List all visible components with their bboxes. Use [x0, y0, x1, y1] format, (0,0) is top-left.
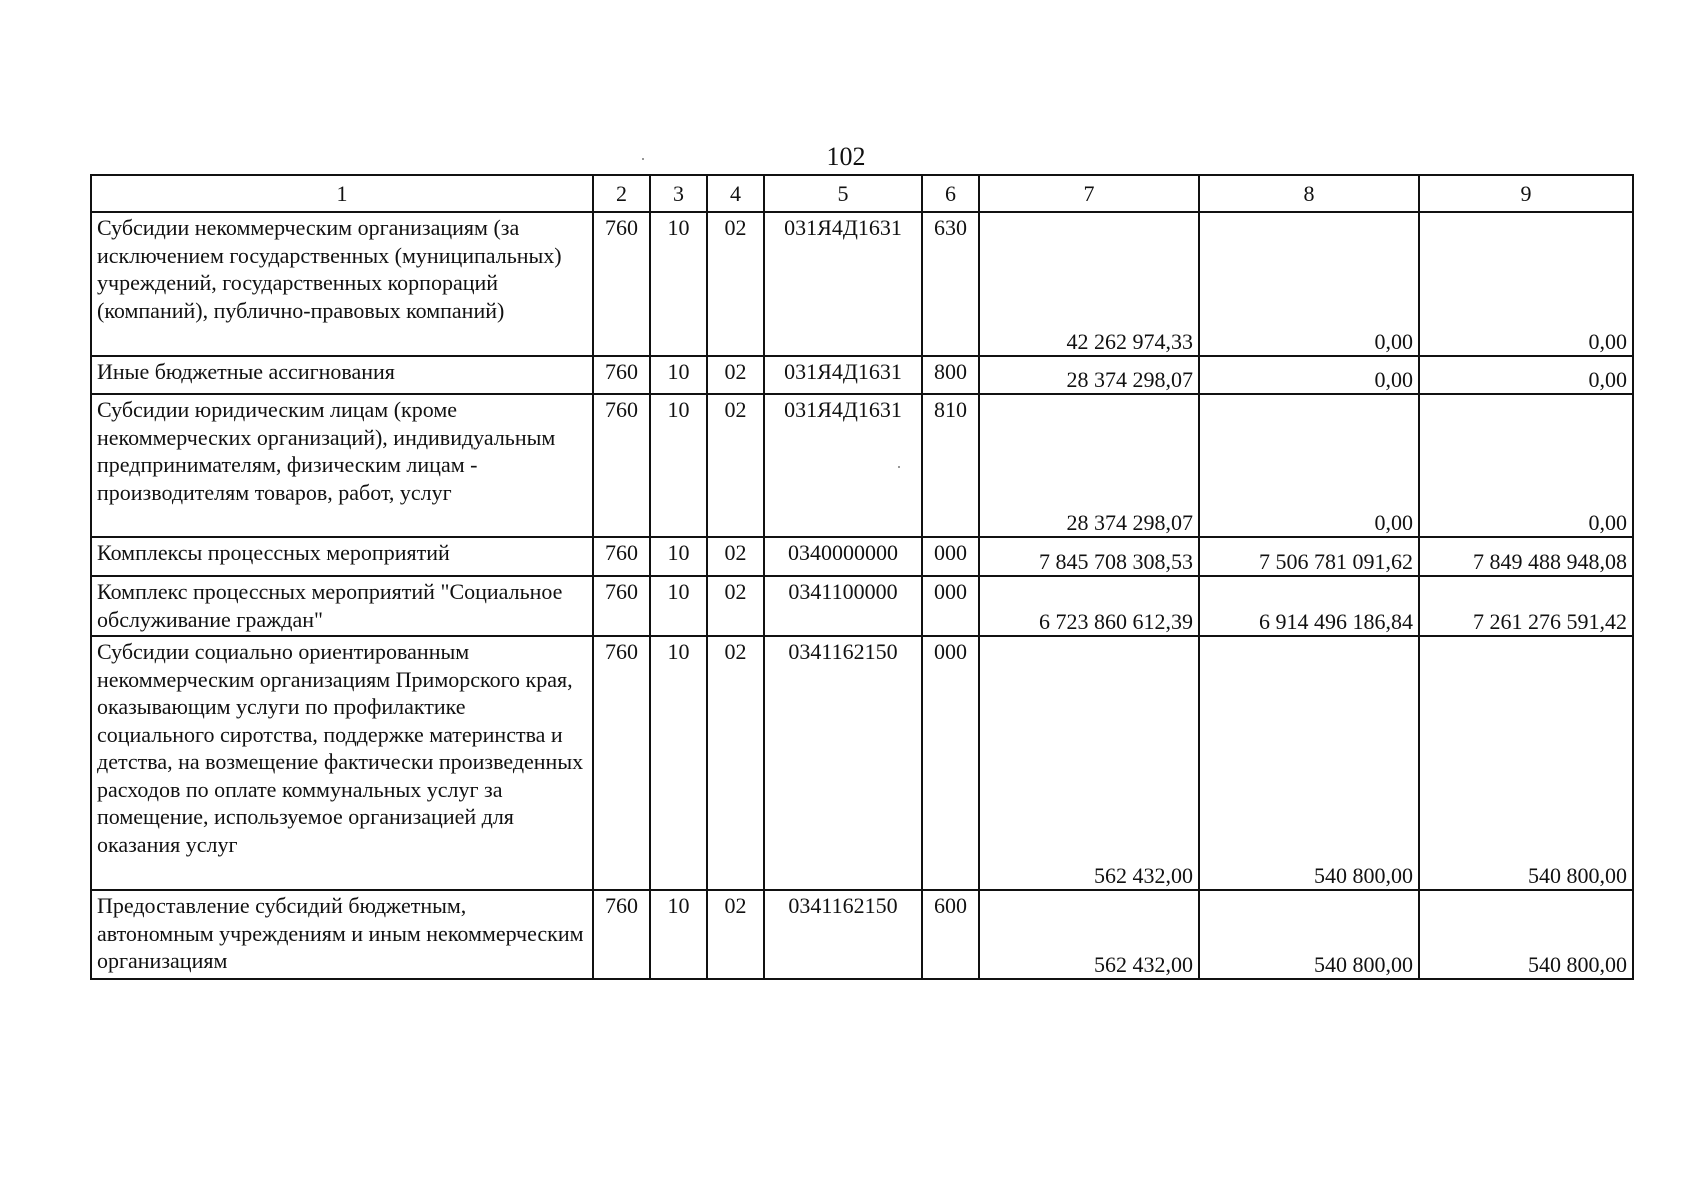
- column-header: 3: [650, 175, 707, 212]
- code-cell: 810: [922, 394, 979, 537]
- code-cell: 10: [650, 212, 707, 356]
- table-row: [91, 212, 1633, 356]
- amount-cell: 7 261 276 591,42: [1419, 576, 1633, 636]
- column-header: 6: [922, 175, 979, 212]
- row-name: Субсидии юридическим лицам (кроме некоммерческих организаций), индивидуальным предпринимателям, физическим лицам - производителям товаров, работ, услуг: [91, 394, 593, 537]
- code-cell: 760: [593, 636, 650, 890]
- amount-cell: 540 800,00: [1419, 890, 1633, 979]
- code-cell: 0341100000: [764, 576, 922, 636]
- code-cell: 760: [593, 394, 650, 537]
- code-cell: 800: [922, 356, 979, 394]
- amount-cell: 28 374 298,07: [979, 394, 1199, 537]
- amount-cell: 0,00: [1199, 356, 1419, 394]
- code-cell: 02: [707, 636, 764, 890]
- page-number: 102: [826, 142, 866, 171]
- amount-cell: 42 262 974,33: [979, 212, 1199, 356]
- row-name: Комплекс процессных мероприятий "Социальное обслуживание граждан": [91, 576, 593, 636]
- table-row: [91, 356, 1633, 394]
- code-cell: 02: [707, 576, 764, 636]
- table-row: [91, 576, 1633, 636]
- table-header-row: [91, 175, 1633, 212]
- code-cell: 02: [707, 394, 764, 537]
- code-cell: 02: [707, 212, 764, 356]
- amount-cell: 7 845 708 308,53: [979, 537, 1199, 576]
- table-row: [91, 636, 1633, 890]
- code-cell: 000: [922, 636, 979, 890]
- code-cell: 10: [650, 394, 707, 537]
- amount-cell: 0,00: [1199, 212, 1419, 356]
- code-cell: 000: [922, 576, 979, 636]
- code-cell: 760: [593, 356, 650, 394]
- amount-cell: 540 800,00: [1419, 636, 1633, 890]
- amount-cell: 7 506 781 091,62: [1199, 537, 1419, 576]
- scan-speck: [642, 158, 644, 160]
- code-cell: 760: [593, 537, 650, 576]
- code-cell: 0340000000: [764, 537, 922, 576]
- table-row: [91, 394, 1633, 537]
- code-cell: 02: [707, 537, 764, 576]
- row-name: Предоставление субсидий бюджетным, автономным учреждениям и иным некоммерческим организациям: [91, 890, 593, 979]
- amount-cell: 0,00: [1419, 394, 1633, 537]
- table-row: [91, 890, 1633, 979]
- amount-cell: 28 374 298,07: [979, 356, 1199, 394]
- row-name: Комплексы процессных мероприятий: [91, 537, 593, 576]
- code-cell: 031Я4Д1631: [764, 212, 922, 356]
- column-header: 4: [707, 175, 764, 212]
- code-cell: 760: [593, 212, 650, 356]
- row-name: Субсидии социально ориентированным некоммерческим организациям Приморского края, оказывающим услуги по профилактике социального сиротства, поддержке материнства и детства, на возмещение фактически произведенных расходов по оплате коммунальных услуг за помещение, используемое организацией для оказания услуг: [91, 636, 593, 890]
- code-cell: 10: [650, 537, 707, 576]
- code-cell: 02: [707, 890, 764, 979]
- column-header: 9: [1419, 175, 1633, 212]
- code-cell: 000: [922, 537, 979, 576]
- code-cell: 031Я4Д1631: [764, 356, 922, 394]
- code-cell: 0341162150: [764, 890, 922, 979]
- amount-cell: 0,00: [1419, 212, 1633, 356]
- code-cell: 10: [650, 636, 707, 890]
- row-name: Субсидии некоммерческим организациям (за исключением государственных (муниципальных) учреждений, государственных корпораций (компаний), публично-правовых компаний): [91, 212, 593, 356]
- amount-cell: 0,00: [1199, 394, 1419, 537]
- amount-cell: 562 432,00: [979, 636, 1199, 890]
- code-cell: 760: [593, 890, 650, 979]
- amount-cell: 7 849 488 948,08: [1419, 537, 1633, 576]
- amount-cell: 6 723 860 612,39: [979, 576, 1199, 636]
- amount-cell: 6 914 496 186,84: [1199, 576, 1419, 636]
- amount-cell: 0,00: [1419, 356, 1633, 394]
- amount-cell: 540 800,00: [1199, 636, 1419, 890]
- code-cell: 0341162150: [764, 636, 922, 890]
- budget-table: [90, 174, 1634, 980]
- code-cell: 10: [650, 356, 707, 394]
- amount-cell: 540 800,00: [1199, 890, 1419, 979]
- code-cell: 760: [593, 576, 650, 636]
- column-header: 7: [979, 175, 1199, 212]
- table-row: [91, 537, 1633, 576]
- code-cell: 600: [922, 890, 979, 979]
- code-cell: 10: [650, 890, 707, 979]
- column-header: 1: [91, 175, 593, 212]
- row-name: Иные бюджетные ассигнования: [91, 356, 593, 394]
- column-header: 5: [764, 175, 922, 212]
- column-header: 8: [1199, 175, 1419, 212]
- column-header: 2: [593, 175, 650, 212]
- amount-cell: 562 432,00: [979, 890, 1199, 979]
- code-cell: 02: [707, 356, 764, 394]
- code-cell: 10: [650, 576, 707, 636]
- code-cell: 031Я4Д1631: [764, 394, 922, 537]
- code-cell: 630: [922, 212, 979, 356]
